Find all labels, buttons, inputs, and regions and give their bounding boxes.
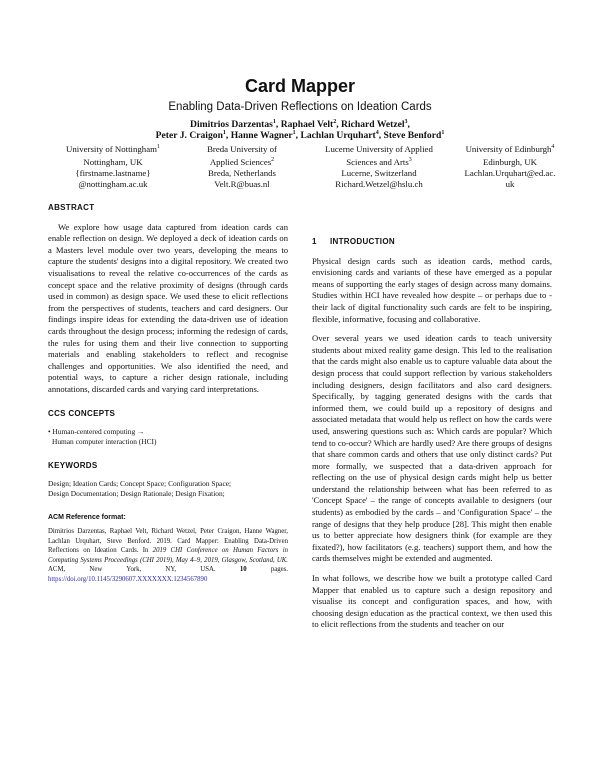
affiliation-lucerne: Lucerne University of Applied Sciences and Arts$^3$ Lucerne, Switzerland Richard.Wetzel@hslu.ch (325, 143, 433, 190)
affiliation-breda: Breda University of Applied Sciences$^2$ Breda, Netherlands Velt.R@buas.nl (207, 143, 277, 190)
introduction-heading: 1 INTRODUCTION (312, 237, 395, 246)
author-line-1: Dimitrios Darzentas$^1$, Raphael Velt$^2$, Richard Wetzel$^3$, (190, 119, 410, 131)
affiliation-edinburgh: University of Edinburgh$^4$ Edinburgh, UK Lachlan.Urquhart@ed.ac. uk (464, 143, 556, 190)
author-name: Raphael Velt (280, 119, 334, 131)
affiliations (48, 142, 568, 190)
author-name: Richard Wetzel (341, 119, 405, 131)
author-name: Lachlan Urquhart (300, 130, 376, 142)
ccs-concepts: • Human-centered computing → Human computer interaction (HCI) (48, 427, 157, 447)
acm-reference-heading: ACM Reference format: (48, 513, 126, 521)
intro-paragraph-2: Over several years we used ideation cards to teach university students about mixed reality game design. This led to the realisation that the cards might also enable us to capture valuable data about the design process that could support reflection by various stakeholders including designers, design facilitators and also card designers. Specifically, by tagging generated designs with the cards that informed them, we could build up a repository of designs and associated metadata that would help us reflect on how the cards were used, answering questions such as: Which cards are popular? Which tend to co-occur? Which are hardly used? Are there groups of designs that share common cards and others that use only distinct cards? Put more formally, we suspected that a data-driven approach for reflecting on the use of physical design cards might help us better understand the relationship between what has been referred to as 'Concept Space' – the range of concepts available to designers (our students) as embodied by the cards – and 'Configuration Space' – the range of designs that they help produce [28]. This might then enable us to better appreciate how designers think (for example are they fixated?), how facilitators (e.g. teachers) support them, and how the cards themselves might be extended and augmented. (312, 333, 552, 564)
author-line-2: Peter J. Craigon$^1$, Hanne Wagner$^1$, Lachlan Urquhart$^4$, Steve Benford$^1$ (155, 130, 445, 142)
author-name: Hanne Wagner (230, 130, 293, 142)
acm-reference-text: Dimitrios Darzentas, Raphael Velt, Richard Wetzel, Peter Craigon, Hanne Wagner, Lachlan Urquhart, Steve Benford. 2019. Card Mapper: Enabling Data-Driven Reflections on Ideation Cards. In 2019 CHI Conference on Human Factors in Computing Systems Proceedings (CHI 2019), May 4–9, 2019, Glasgow, Scotland, UK. ACM, New York, NY, USA. 10 pages. https://doi.org/10.1145/3290607.XXXXXXX.1234567890 (48, 528, 289, 584)
abstract-text: We explore how usage data captured from ideation cards can enable reflection on design. We deployed a deck of ideation cards on a Masters level module over two years, developing the means to capture the students' designs into a digital repository. We created two visualisations to reveal the relative co-occurrences of the cards as concept space and the relative proximity of designs (through cards used in common) as design space. We used these to elicit reflections from the perspectives of students, teachers and card designers. Our findings inspire ideas for extending the data-driven use of ideation cards throughout the design process; informing the redesign of cards, the rules for using them and their live connection to supporting materials and enabling stakeholders to reflect and recognise challenges and opportunities. We also identified the need, and potential ways, to capture a richer design rationale, including annotations, discarded cards and varying card interpretations. (48, 221, 288, 394)
keywords-list: Design; Ideation Cards; Concept Space; Configuration Space; Design Documentation; Design Rationale; Design Fixation; (48, 479, 232, 499)
doi-link[interactable]: https://doi.org/10.1145/3290607.XXXXXXX.1234567890 (48, 576, 208, 584)
intro-paragraph-3: In what follows, we describe how we built a prototype called Card Mapper that enabled us to capture such a design repository and visualise its concept and configuration spaces, and how, with choosing design education as the practical context, we then used this to elicit reflections from the students and teacher on our (312, 573, 552, 630)
affiliation-nottingham: University of Nottingham$^1$ Nottingham, UK {firstname.lastname} @nottingham.ac.uk (66, 143, 160, 190)
left-column (48, 202, 288, 585)
author-name: Steve Benford (383, 130, 442, 142)
intro-paragraph-1: Physical design cards such as ideation cards, method cards, envisioning cards and variants of these have emerged as a popular means of supporting the early stages of design across many domains. Studies within HCI have revealed how despite – or perhaps due to - their lack of digital functionality such cards are felt to be inspiring, flexible, informative, focusing and collaborative. (312, 255, 552, 324)
author-name: Dimitrios Darzentas (190, 119, 273, 131)
ccs-heading: CCS CONCEPTS (48, 408, 116, 418)
right-column (312, 202, 552, 631)
paper-title: Card Mapper (244, 76, 356, 96)
keywords-heading: KEYWORDS (48, 460, 98, 470)
abstract-heading: ABSTRACT (48, 203, 95, 212)
author-name: Peter J. Craigon (155, 130, 223, 142)
paper-subtitle: Enabling Data-Driven Reflections on Ideation Cards (168, 101, 432, 113)
